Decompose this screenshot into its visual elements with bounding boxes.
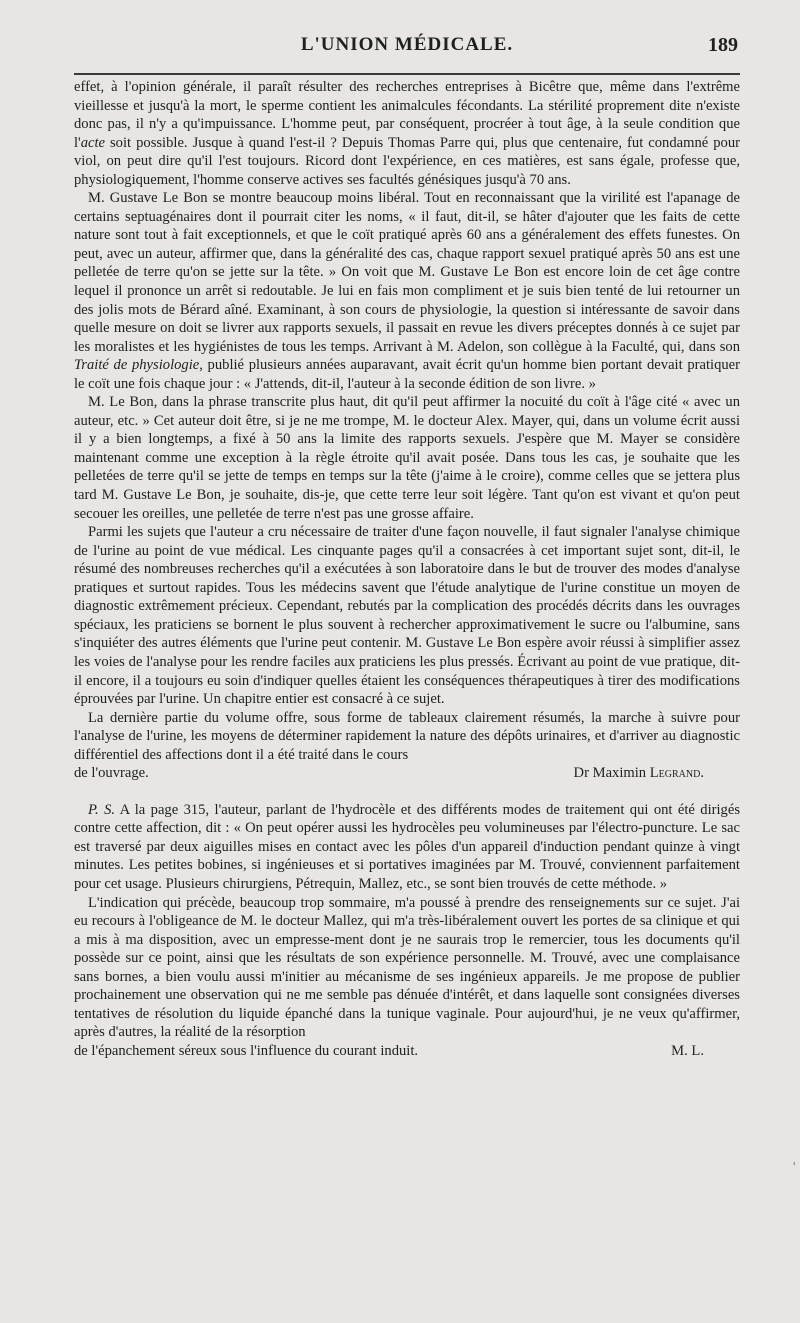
paragraph-2-text-b: , publié plusieurs années auparavant, avait écrit qu'un homme bien portant devait pratiquer le coït une fois chaque jour : « J'attends, dit-il, l'auteur à la seconde édition de son livre. »: [74, 357, 740, 392]
postscript-paragraph-1: [74, 801, 740, 894]
postscript-text-1: A la page 315, l'auteur, parlant de l'hydrocèle et des différents modes de traitement qui ont été dirigés contre cette affection, dit : « On peut opérer aussi les hydrocèles peu volumineuses par l'électro-puncture. Le sac est traversé par deux aiguilles mises en contact avec les pôles d'un appareil d'induction pendant quinze à vingt minutes. Les petites bobines, si ingénieuses et si portatives imaginées par M. Trouvé, conviennent parfaitement pour cet usage. Plusieurs chirurgiens, Pétrequin, Mallez, etc., se sont bien trouvés de cette méthode. »: [74, 801, 740, 892]
page-header: [74, 34, 740, 70]
header-rule: [74, 73, 740, 75]
book-title: Traité de physiologie: [74, 357, 200, 374]
paragraph-2-text-a: M. Gustave Le Bon se montre beaucoup moins libéral. Tout en reconnaissant que la virilité est l'apanage de certains septuagénaires dont il pourrait citer les noms, « il faut, dit-il, se hâter d'ajouter que les faits de cette nature sont tout à fait exceptionnels, et que le coït pratiqué après 60 ans a généralement des effets funestes. On peut, avec un auteur, affirmer que, dans la généralité des cas, chaque rapport sexuel pratiqué après 50 ans est une pelletée de terre qu'on se jette sur la tête. » On voit que M. Gustave Le Bon est encore loin de cet âge contre lequel il prononce un arrêt si redoutable. Je lui en fais mon compliment et je suis bien tenté de lui retourner un des jolis mots de Bérard aîné. Examinant, à son cours de physiologie, la question si intéressante de savoir dans quelle mesure on doit se livrer aux rapports sexuels, il passait en revue les divers préceptes donnés à ce sujet par les moralistes et les hygiénistes de tous les temps. Arrivant à M. Adelon, son collègue à la Faculté, qui, dans son: [74, 190, 740, 355]
emphasis-acte: acte: [80, 134, 105, 151]
postscript-initials: M. L.: [671, 1042, 704, 1059]
postscript-label: P. S.: [88, 801, 116, 818]
signature-line: [74, 764, 740, 783]
postscript-paragraph-2: L'indication qui précède, beaucoup trop sommaire, m'a poussé à prendre des renseignements sur ce sujet. J'ai eu recours à l'obligeance de M. le docteur Mallez, qui m'a très-libéralement ouvert les portes de sa clinique et qui a mis à ma disposition, avec un empresse-ment dont je ne saurais trop le remercier, tous les documents qu'il possède sur ce point, ainsi que les résultats de son expérience personnelle. M. Trouvé, avec une complaisance sans bornes, a bien voulu aussi m'initier au mécanisme de ses ingénieux appareils. Je me propose de publier prochainement une observation qui ne me semble pas dénuée d'intérêt, et dans laquelle sont consignées diverses tentatives de résolution du liquide épanché dans la tunique vaginale. Pour aujourd'hui, je ne veux qu'affirmer, après d'autres, la réalité de la résorption: [74, 894, 740, 1041]
paragraph-1-text-a: effet, à l'opinion générale, il paraît résulter des recherches entreprises à Bicêtre que, même dans l'extrême vieillesse et jusqu'à la mort, le sperme contient les animalcules fécondants. La stérilité proprement dite n'existe donc pas, il n'y a qu'impuissance. L'homme peut, par conséquent, procréer à tout âge, à la seule condition que l': [74, 79, 740, 151]
paragraph-1-text-b: soit possible. Jusque à quand l'est-il ? Depuis Thomas Parre qui, plus que centenaire, fut condamné pour viol, on peut dire qu'il l'est toujours. Ricord dont l'expérience, en ces matières, est sans égale, professe que, physiologiquement, l'homme conserve actives ses facultés génésiques jusqu'à 70 ans.: [74, 134, 740, 188]
article-body: [74, 78, 740, 1060]
page-number: 189: [708, 34, 738, 56]
paragraph-3: M. Le Bon, dans la phrase transcrite plus haut, dit qu'il peut affirmer la nocuité du coït à l'âge cité « avec un auteur, etc. » Cet auteur doit être, si je ne me trompe, M. le docteur Alex. Mayer, qui, dans un volume écrit aussi il y a bien longtemps, a fixé à 50 ans la limite des rapports sexuels. J'espère que M. Mayer se considère maintenant comme une exception à la règle étroite qu'il avait posée. Dans tous les cas, je souhaite que les pelletées de terre qu'il se jette de temps en temps sur la tête (j'aime à le croire), comme celles que se jettera plus tard M. Gustave Le Bon, je souhaite, dis-je, que cette terre leur soit légère. Tant qu'on est vivant et qu'on peut secouer les oreilles, une pelletée de terre n'est pas une grosse affaire.: [74, 394, 740, 522]
author-signature: [574, 764, 740, 783]
signature-prefix: Dr Maximin: [573, 765, 650, 782]
signature-name: Legrand.: [649, 765, 704, 782]
paragraph-1: [74, 78, 740, 189]
running-title: L'UNION MÉDICALE.: [300, 34, 514, 55]
postscript-signature-line: [74, 1042, 740, 1061]
paragraph-5-last-line: de l'ouvrage.: [74, 765, 149, 782]
section-gap: [74, 783, 740, 801]
paragraph-2: [74, 189, 740, 393]
postscript-last-line: de l'épanchement séreux sous l'influence du courant induit.: [74, 1042, 419, 1059]
paragraph-5: La dernière partie du volume offre, sous forme de tableaux clairement résumés, la marche à suivre pour l'analyse de l'urine, les moyens de déterminer rapidement la nature des dépôts urinaires, et d'arriver au diagnostic différentiel des affections dont il a été traité dans le cours: [74, 709, 740, 763]
margin-mark: ‹: [792, 1158, 796, 1169]
paragraph-4: Parmi les sujets que l'auteur a cru nécessaire de traiter d'une façon nouvelle, il faut signaler l'analyse chimique de l'urine au point de vue médical. Les cinquante pages qu'il a consacrées à cet important sujet sont, dit-il, le résumé des nombreuses recherches qu'il a exécutées à son laboratoire dans le but de trouver des modes d'analyse pratiques et surtout rapides. Tous les médecins savent que l'étude analytique de l'urine constitue un moyen de diagnostic extrêmement précieux. Cependant, rebutés par la complication des procédés décrits dans les ouvrages spéciaux, les praticiens se bornent le plus souvent à rechercher approximativement le sucre ou l'albumine, sans s'inquiéter des autres éléments que l'urine peut contenir. M. Gustave Le Bon espère avoir réussi à simplifier assez les voies de l'analyse pour les rendre faciles aux praticiens les plus pressés. Écrivant au point de vue pratique, dit-il encore, il a toujours eu soin d'indiquer quelles étaient les conséquences thérapeutiques à tirer des modifications éprouvées par l'urine. Un chapitre entier est consacré à ce sujet.: [74, 524, 740, 708]
